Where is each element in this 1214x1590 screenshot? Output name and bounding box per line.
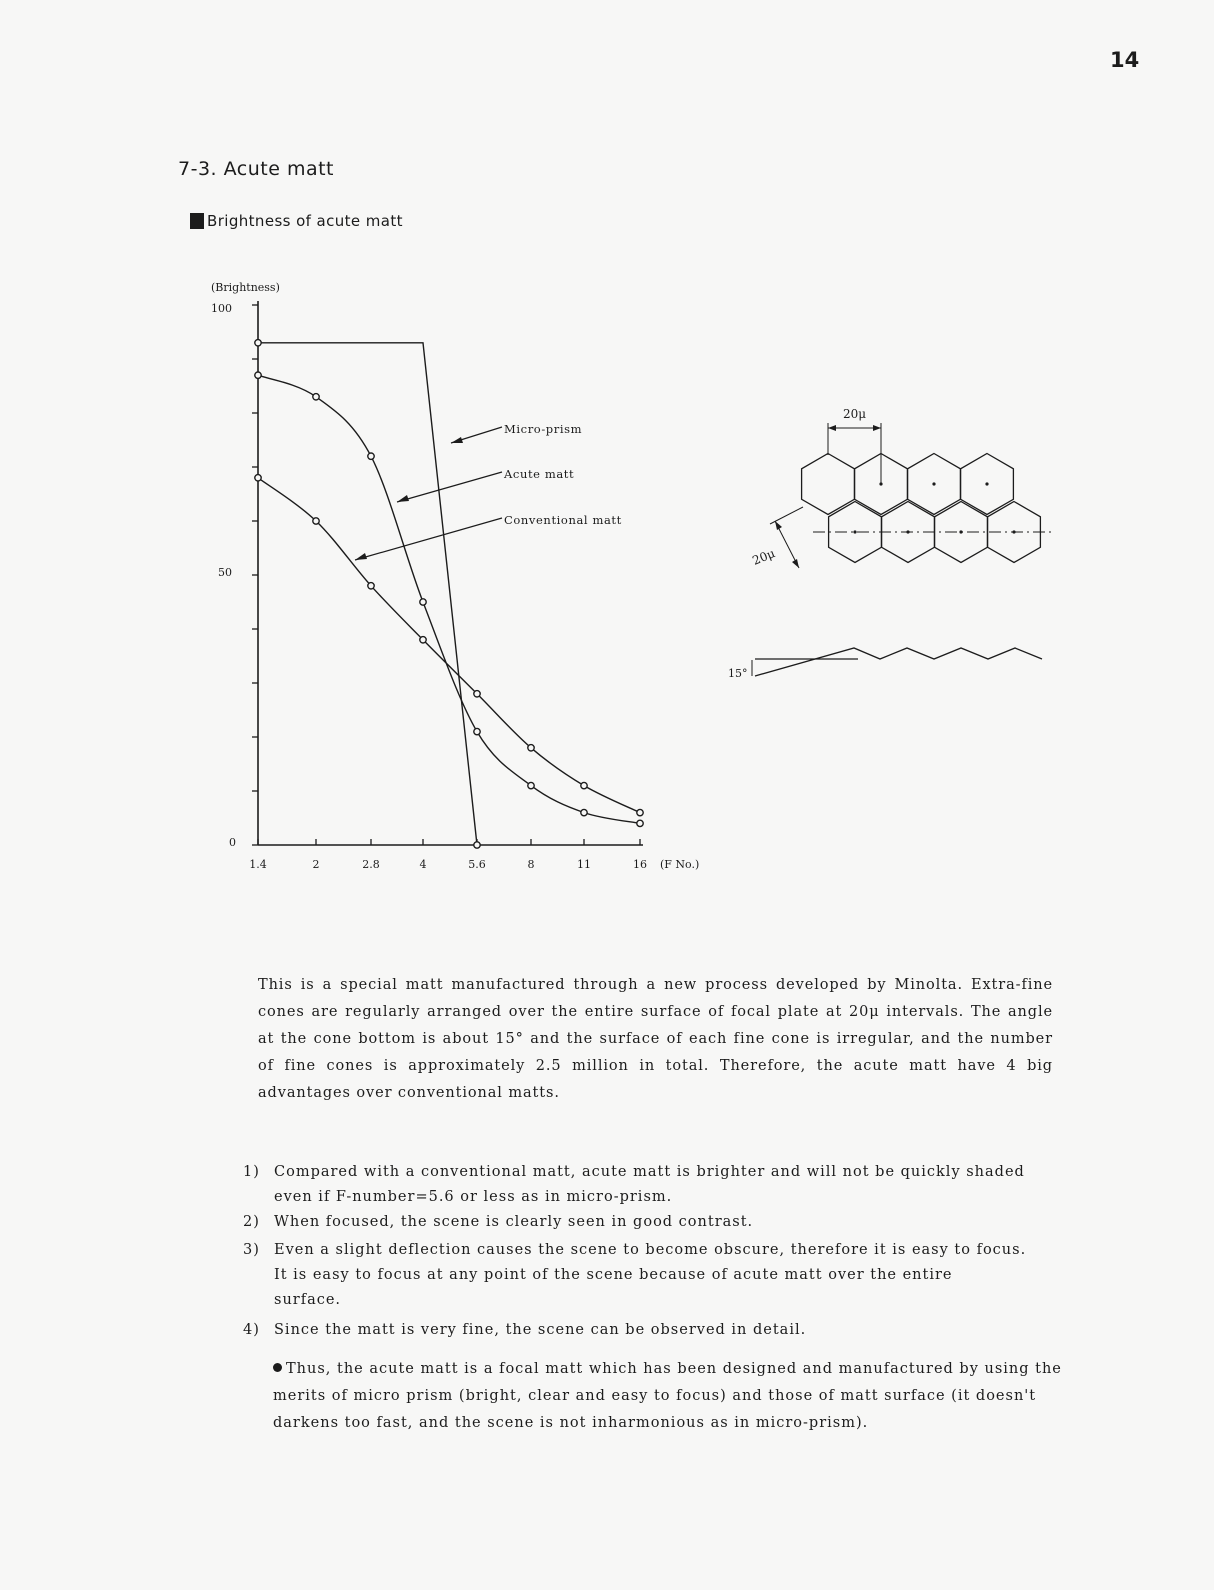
data-point-acute-matt: [420, 599, 426, 605]
x-tick-label: 2: [312, 858, 320, 871]
data-point-acute-matt: [368, 453, 374, 459]
advantage-text-line: even if F-number=5.6 or less as in micro-prism.: [274, 1189, 673, 1205]
dimension-extension-side: [770, 507, 803, 524]
arrow-icon: [828, 425, 836, 431]
advantage-number: 4): [243, 1322, 260, 1338]
angle-label: 15°: [728, 667, 748, 680]
x-tick-label: 1.4: [249, 858, 267, 871]
advantage-item-4: [243, 1318, 1123, 1343]
y-tick-label-0: 0: [229, 836, 236, 849]
data-point-conventional-matt: [637, 809, 643, 815]
legend-label-micro-prism: Micro-prism: [504, 422, 583, 436]
advantage-text-line: Compared with a conventional matt, acute matt is brighter and will not be quickly shaded: [274, 1164, 1025, 1180]
series-line-acute-matt: [258, 375, 640, 823]
leader-line-acute-matt: [397, 472, 502, 502]
advantage-text-line: When focused, the scene is clearly seen in good contrast.: [274, 1214, 754, 1230]
series-line-micro-prism: [258, 343, 477, 845]
data-point-acute-matt: [313, 394, 319, 400]
data-point-acute-matt: [637, 820, 643, 826]
arrow-icon: [792, 559, 799, 568]
summary-note: [273, 1356, 1103, 1437]
advantage-number: 2): [243, 1214, 260, 1230]
x-tick-label: 2.8: [362, 858, 380, 871]
y-tick-label-100: 100: [211, 302, 232, 315]
data-point-conventional-matt: [255, 475, 261, 481]
x-tick-label: 11: [577, 858, 591, 871]
data-point-acute-matt: [528, 782, 534, 788]
cone-profile-line: [755, 648, 1042, 676]
series-points: [255, 340, 643, 849]
x-tick-label: 8: [527, 858, 535, 871]
body-paragraph: This is a special matt manufactured through a new process developed by Minolta. Extra-fine cones are regularly arranged over the entire surface of focal plate at 20μ intervals. The angle at the cone bottom is about 15° and the surface of each fine cone is irregular, and the number of fine cones is approximately 2.5 million in total. Therefore, the acute matt have 4 big advantages over conventional matts.: [258, 977, 1053, 1101]
y-tick-marks: [252, 305, 258, 845]
x-axis-label: (F No.): [660, 858, 700, 871]
legend-label-acute-matt: Acute matt: [504, 467, 575, 481]
x-tick-marks: [258, 839, 640, 845]
arrow-head-conventional-matt: [355, 553, 367, 560]
data-point-acute-matt: [581, 809, 587, 815]
series-line-conventional-matt: [258, 478, 640, 813]
cone-hexagon: [802, 454, 855, 515]
pitch-label-top: 20μ: [843, 407, 867, 421]
x-tick-label: 16: [633, 858, 647, 871]
y-axis-label: (Brightness): [211, 281, 280, 294]
data-point-acute-matt: [474, 728, 480, 734]
advantage-item-3: [243, 1238, 1123, 1313]
summary-text: Thus, the acute matt is a focal matt which has been designed and manufactured by using the merits of micro prism (bright, clear and easy to focus) and those of matt surface (it doesn't darkens too fast, and the scene is not inharmonious as in micro-prism).: [273, 1361, 1062, 1431]
cone-profile-diagram: [752, 648, 1042, 676]
legend-label-conventional-matt: Conventional matt: [504, 513, 622, 527]
data-point-conventional-matt: [313, 518, 319, 524]
cone-arrangement-diagram: [750, 407, 1052, 568]
data-point-acute-matt: [255, 372, 261, 378]
advantage-number: 1): [243, 1164, 260, 1180]
y-tick-label-50: 50: [218, 566, 232, 579]
subsection-title-text: Brightness of acute matt: [207, 212, 403, 230]
advantage-text-line: surface.: [274, 1292, 342, 1308]
advantage-text-line: Even a slight deflection causes the scene to become obscure, therefore it is easy to focus.: [274, 1242, 1027, 1258]
advantage-number: 3): [243, 1242, 260, 1258]
bullet-dot-icon: [273, 1363, 282, 1372]
section-title: 7-3. Acute matt: [178, 158, 334, 180]
data-point-conventional-matt: [420, 637, 426, 643]
data-point-micro-prism: [255, 340, 261, 346]
arrow-head-acute-matt: [397, 495, 409, 502]
x-tick-label: 4: [419, 858, 427, 871]
data-point-micro-prism: [474, 842, 480, 848]
x-tick-label: 5.6: [468, 858, 486, 871]
data-point-conventional-matt: [474, 691, 480, 697]
hexagon-grid: [802, 454, 1041, 563]
arrow-head-micro-prism: [451, 437, 463, 443]
data-point-conventional-matt: [528, 745, 534, 751]
advantage-item-1: [243, 1160, 1123, 1210]
advantage-text-line: It is easy to focus at any point of the scene because of acute matt over the entire: [274, 1267, 953, 1283]
x-tick-labels: [249, 858, 647, 871]
leader-line-conventional-matt: [355, 518, 502, 560]
page-number: 14: [1110, 48, 1140, 72]
data-point-conventional-matt: [368, 583, 374, 589]
arrow-icon: [873, 425, 881, 431]
advantage-text-line: Since the matt is very fine, the scene can be observed in detail.: [274, 1322, 807, 1338]
advantage-item-2: [243, 1210, 1123, 1235]
arrow-icon: [775, 521, 782, 530]
pitch-label-side: 20μ: [750, 546, 778, 568]
data-point-conventional-matt: [581, 782, 587, 788]
